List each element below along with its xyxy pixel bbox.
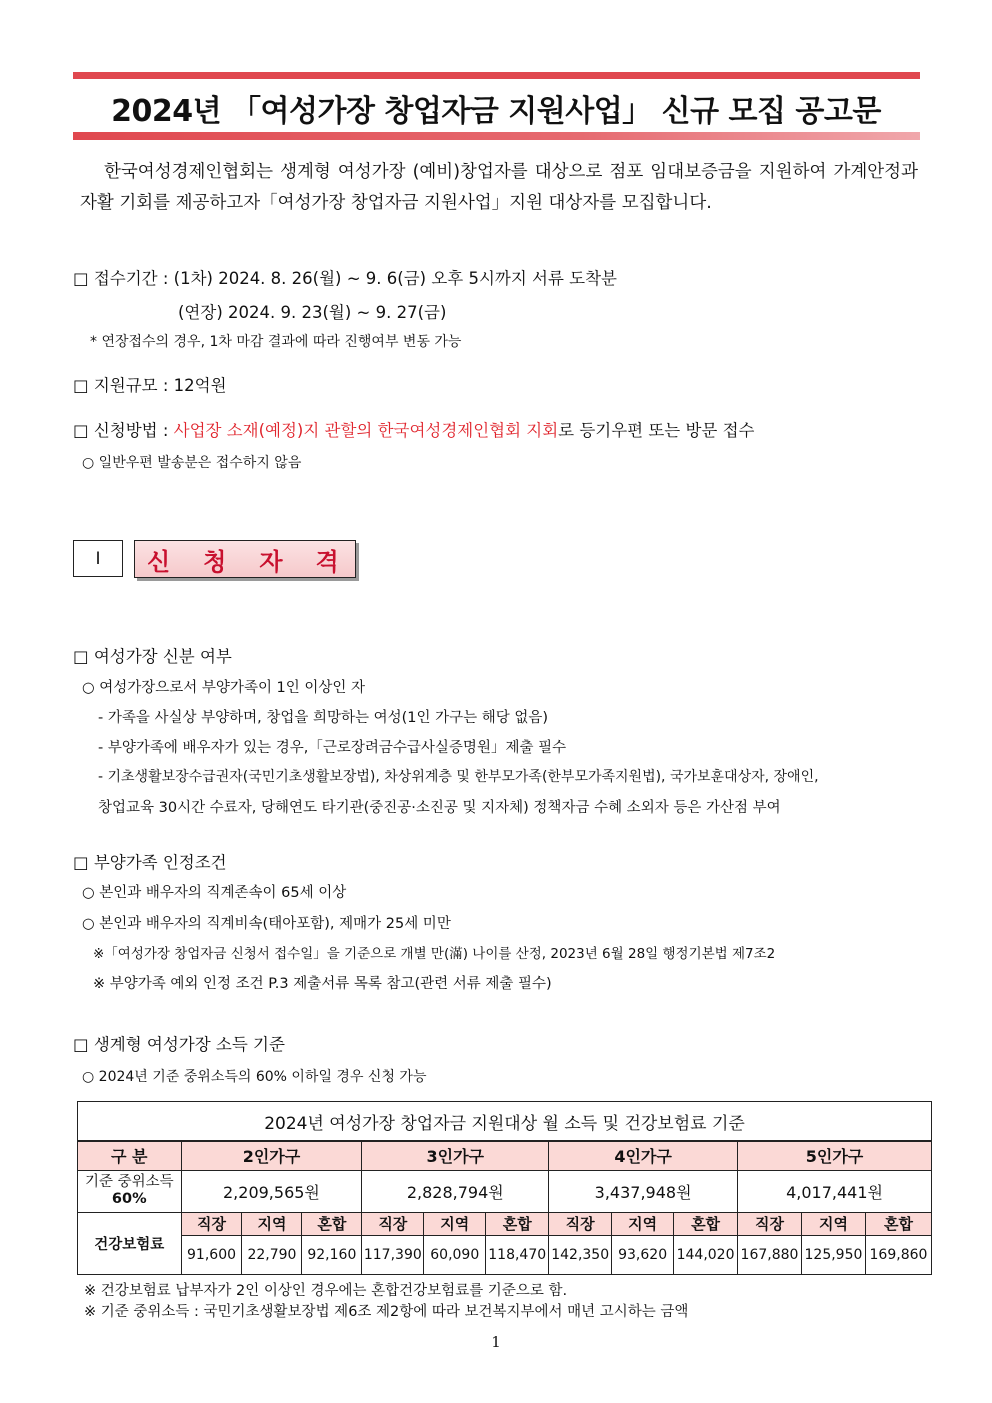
method-note: ○ 일반우편 발송분은 접수하지 않음 [82,455,302,471]
section-title: 신청자격 [147,547,372,576]
method-prefix: □ 신청방법 : [73,421,174,440]
insurance-value: 117,390 [362,1235,424,1274]
dependent-item-2: ○ 본인과 배우자의 직계비속(태아포함), 제매가 25세 미만 [82,916,451,932]
page-title: 2024년 「여성가장 창업자금 지원사업」 신규 모집 공고문 [111,94,881,129]
median-value-4: 3,437,948원 [549,1170,738,1212]
status-sub-1: - 가족을 사실상 부양하며, 창업을 희망하는 여성(1인 가구는 해당 없음) [98,710,549,726]
table-caption: 2024년 여성가장 창업자금 지원대상 월 소득 및 건강보험료 기준 [78,1102,932,1142]
insurance-value: 167,880 [738,1235,802,1274]
status-heading: □ 여성가장 신분 여부 [73,647,232,666]
sub-header: 혼합 [302,1212,362,1235]
method-highlight: 사업장 소재(예정)지 관할의 한국여성경제인협회 지회 [173,421,559,440]
insurance-value: 144,020 [674,1235,738,1274]
dependent-item-1: ○ 본인과 배우자의 직계존속이 65세 이상 [82,885,347,901]
sub-header: 지역 [612,1212,674,1235]
status-sub-3a: - 기초생활보장수급권자(국민기초생활보장법), 차상위계층 및 한부모가족(한부모가족지원법), 국가보훈대상자, 장애인, [98,769,819,785]
insurance-value: 93,620 [612,1235,674,1274]
footnote-2: ※ 기준 중위소득 : 국민기초생활보장법 제6조 제2항에 따라 보건복지부에서 매년 고시하는 금액 [84,1304,689,1320]
median-value-3: 2,828,794원 [362,1170,549,1212]
income-item: ○ 2024년 기준 중위소득의 60% 이하일 경우 신청 가능 [82,1069,427,1085]
footnote-1: ※ 건강보험료 납부자가 2인 이상인 경우에는 혼합건강보험료를 기준으로 함. [84,1283,568,1299]
section-title-box [134,540,372,578]
section-number-box [73,540,123,577]
income-criteria-table [77,1101,932,1275]
household-4: 4인가구 [549,1141,738,1170]
sub-header: 직장 [181,1212,242,1235]
page-number: 1 [491,1333,501,1351]
section-number: I [95,548,101,569]
insurance-value: 22,790 [242,1235,302,1274]
sub-header: 지역 [242,1212,302,1235]
insurance-value: 60,090 [424,1235,486,1274]
sub-header: 지역 [424,1212,486,1235]
sub-header: 혼합 [486,1212,549,1235]
col-label: 구 분 [78,1141,182,1170]
insurance-value: 118,470 [486,1235,549,1274]
status-item: ○ 여성가장으로서 부양가족이 1인 이상인 자 [82,680,366,696]
sub-header: 직장 [362,1212,424,1235]
title-bottom-bar [73,132,920,140]
intro-paragraph: 한국여성경제인협회는 생계형 여성가장 (예비)창업자를 대상으로 점포 임대보증금을 지원하여 가계안정과 자활 기회를 제공하고자「여성가장 창업자금 지원사업」지원 대상자를 모집합니다. [80,162,918,213]
insurance-value: 91,600 [181,1235,242,1274]
median-value-2: 2,209,565원 [181,1170,362,1212]
application-method [73,417,754,441]
insurance-value: 169,860 [865,1235,931,1274]
reception-note: * 연장접수의 경우, 1차 마감 결과에 따라 진행여부 변동 가능 [90,334,462,350]
household-2: 2인가구 [181,1141,362,1170]
sub-header: 직장 [738,1212,802,1235]
median-value-5: 4,017,441원 [738,1170,932,1212]
reception-period: □ 접수기간 : (1차) 2024. 8. 26(월) ~ 9. 6(금) 오후 5시까지 서류 도착분 [73,269,617,288]
household-3: 3인가구 [362,1141,549,1170]
median-label: 기준 중위소득 [84,1174,174,1190]
support-scale: □ 지원규모 : 12억원 [73,376,227,395]
median-pct: 60% [111,1191,147,1207]
dependent-note-1: ※「여성가장 창업자금 신청서 접수일」을 기준으로 개별 만(滿) 나이를 산정, 2023년 6월 28일 행정기본법 제7조2 [93,946,776,962]
sub-header: 혼합 [865,1212,931,1235]
reception-extension: (연장) 2024. 9. 23(월) ~ 9. 27(금) [178,303,447,322]
median-label-cell [78,1170,182,1212]
insurance-value: 142,350 [549,1235,612,1274]
dependent-note-2: ※ 부양가족 예외 인정 조건 P.3 제출서류 목록 참고(관련 서류 제출 필수) [93,976,552,992]
dependent-heading: □ 부양가족 인정조건 [73,853,227,872]
sub-header: 지역 [801,1212,865,1235]
sub-header: 혼합 [674,1212,738,1235]
insurance-value: 92,160 [302,1235,362,1274]
income-heading: □ 생계형 여성가장 소득 기준 [73,1035,285,1054]
sub-header: 직장 [549,1212,612,1235]
household-5: 5인가구 [738,1141,932,1170]
status-sub-2: - 부양가족에 배우자가 있는 경우,「근로장려금수급사실증명원」제출 필수 [98,740,567,756]
status-sub-3b: 창업교육 30시간 수료자, 당해연도 타기관(중진공·소진공 및 지자체) 정책자금 수혜 소외자 등은 가산점 부여 [98,800,781,816]
title-top-bar [73,72,920,79]
method-suffix: 로 등기우편 또는 방문 접수 [558,421,755,440]
insurance-value: 125,950 [801,1235,865,1274]
insurance-label: 건강보험료 [78,1212,182,1274]
